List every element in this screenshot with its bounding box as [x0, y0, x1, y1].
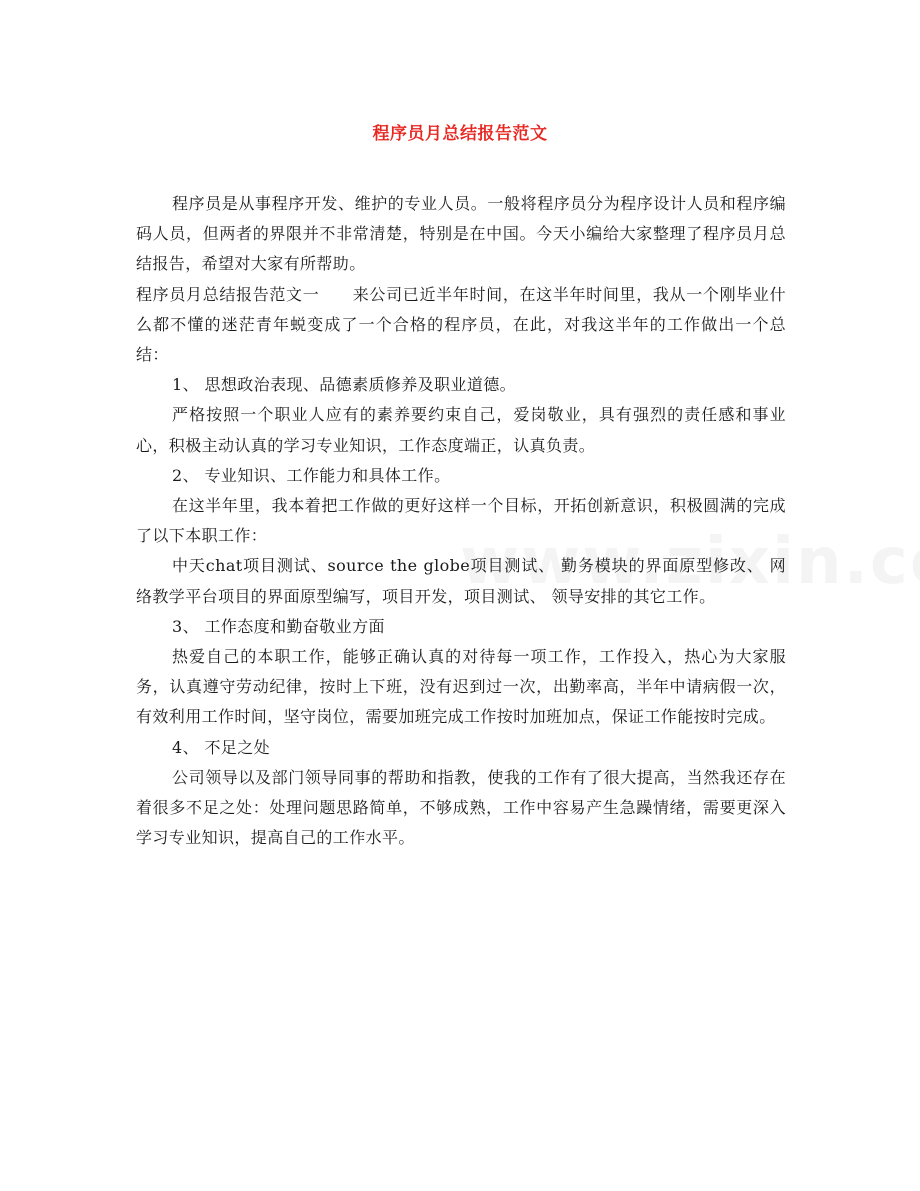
section-heading-4: 4、 不足之处 [172, 737, 271, 757]
paragraph-section-1: 严格按照一个职业人应有的素养要约束自己，爱岗敬业，具有强烈的责任感和事业心，积极主动认真的学习专业知识，工作态度端正，认真负责。 [136, 405, 786, 455]
paragraph-sample-one-opening: 程序员月总结报告范文一 来公司已近半年时间，在这半年时间里，我从一个刚毕业什么都不懂的迷茫青年蜕变成了一个合格的程序员，在此，对我这半年的工作做出一个总结： [136, 284, 786, 365]
paragraph-section-4: 公司领导以及部门领导同事的帮助和指教，使我的工作有了很大提高，当然我还存在着很多不足之处：处理问题思路简单，不够成熟，工作中容易产生急躁情绪，需要更深入学习专业知识，提高自己的工作水平。 [136, 767, 786, 848]
document-body [136, 189, 786, 853]
paragraph-section-2: 在这半年里，我本着把工作做的更好这样一个目标，开拓创新意识，积极圆满的完成了以下本职工作： [136, 496, 786, 546]
document-title: 程序员月总结报告范文 [372, 124, 548, 144]
section-heading-3: 3、 工作态度和勤奋敬业方面 [172, 616, 385, 636]
paragraph-intro: 程序员是从事程序开发、维护的专业人员。一般将程序员分为程序设计人员和程序编码人员，但两者的界限并不非常清楚，特别是在中国。今天小编给大家整理了程序员月总结报告，希望对大家有所帮助。 [136, 194, 786, 274]
section-heading-2: 2、 专业知识、工作能力和具体工作。 [172, 465, 451, 485]
paragraph-section-3: 热爱自己的本职工作，能够正确认真的对待每一项工作，工作投入，热心为大家服务，认真遵守劳动纪律，按时上下班，没有迟到过一次，出勤率高，半年中请病假一次，有效利用工作时间，坚守岗位，需要加班完成工作按时加班加点，保证工作能按时完成。 [136, 647, 786, 727]
paragraph-section-2-tasks: 中天chat项目测试、source the globe项目测试、 勤务模块的界面原型修改、 网络教学平台项目的界面原型编写，项目开发，项目测试、 领导安排的其它工作。 [136, 556, 786, 606]
section-heading-1: 1、 思想政治表现、品德素质修养及职业道德。 [172, 375, 517, 395]
